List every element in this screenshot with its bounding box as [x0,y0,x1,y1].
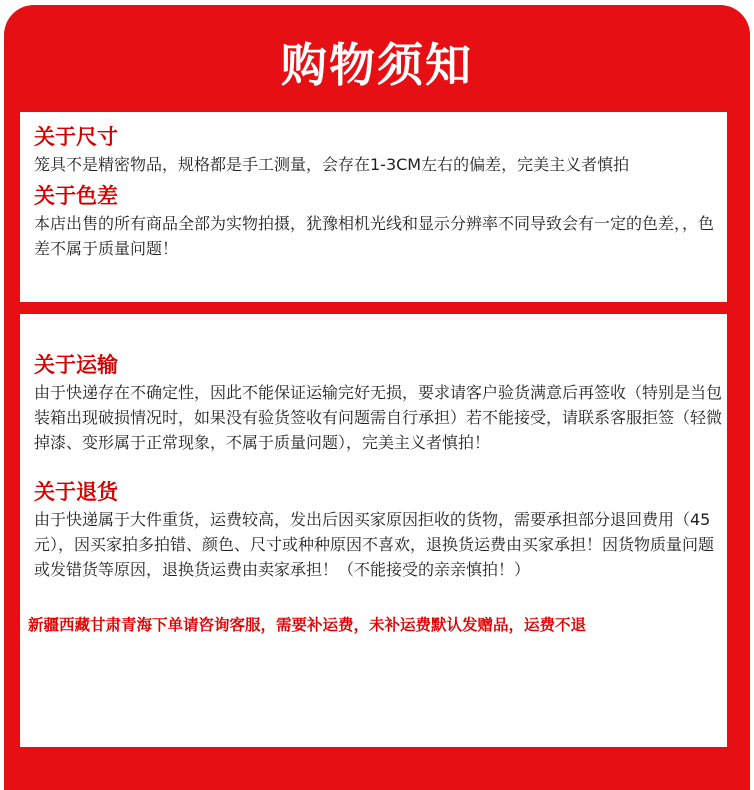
shopping-notice-poster [4,5,750,790]
section-text-shipping: 由于快递存在不确定性，因此不能保证运输完好无损，要求请客户验货满意后再签收（特别是当包装箱出现破损情况时，如果没有验货签收有问题需自行承担）若不能接受，请联系客服拒签（轻微掉漆、变形属于正常现象，不属于质量问题），完美主义者慎拍！ [34,383,723,452]
page-title: 购物须知 [281,38,473,92]
section-text-return: 由于快递属于大件重货，运费较高，发出后因买家原因拒收的货物，需要承担部分退回费用（45元），因买家拍多拍错、颜色、尺寸或种种原因不喜欢，退换货运费由买家承担！因货物质量问题或发错货等原因，退换货运费由卖家承担！（不能接受的亲亲慎拍！） [34,510,715,579]
notice-spacer [34,582,727,612]
shipping-region-notice: 新疆西藏甘肃青海下单请咨询客服，需要补运费，未补运费默认发赠品，运费不退 [28,616,587,634]
size-color-panel [20,112,727,302]
section-heading-shipping: 关于运输 [34,353,118,377]
section-size [34,122,727,177]
section-shipping [34,350,727,455]
section-heading-return: 关于退货 [34,480,118,504]
section-spacer [34,455,727,477]
section-text-color: 本店出售的所有商品全部为实物拍摄，犹豫相机光线和显示分辨率不同导致会有一定的色差，，色差不属于质量问题！ [34,214,715,258]
section-text-size: 笼具不是精密物品，规格都是手工测量，会存在1-3CM左右的偏差，完美主义者慎拍 [34,155,630,174]
shipping-return-panel [20,314,727,747]
section-heading-size: 关于尺寸 [34,125,118,149]
section-heading-color: 关于色差 [34,184,118,208]
section-color [34,181,727,261]
section-return [34,477,727,582]
